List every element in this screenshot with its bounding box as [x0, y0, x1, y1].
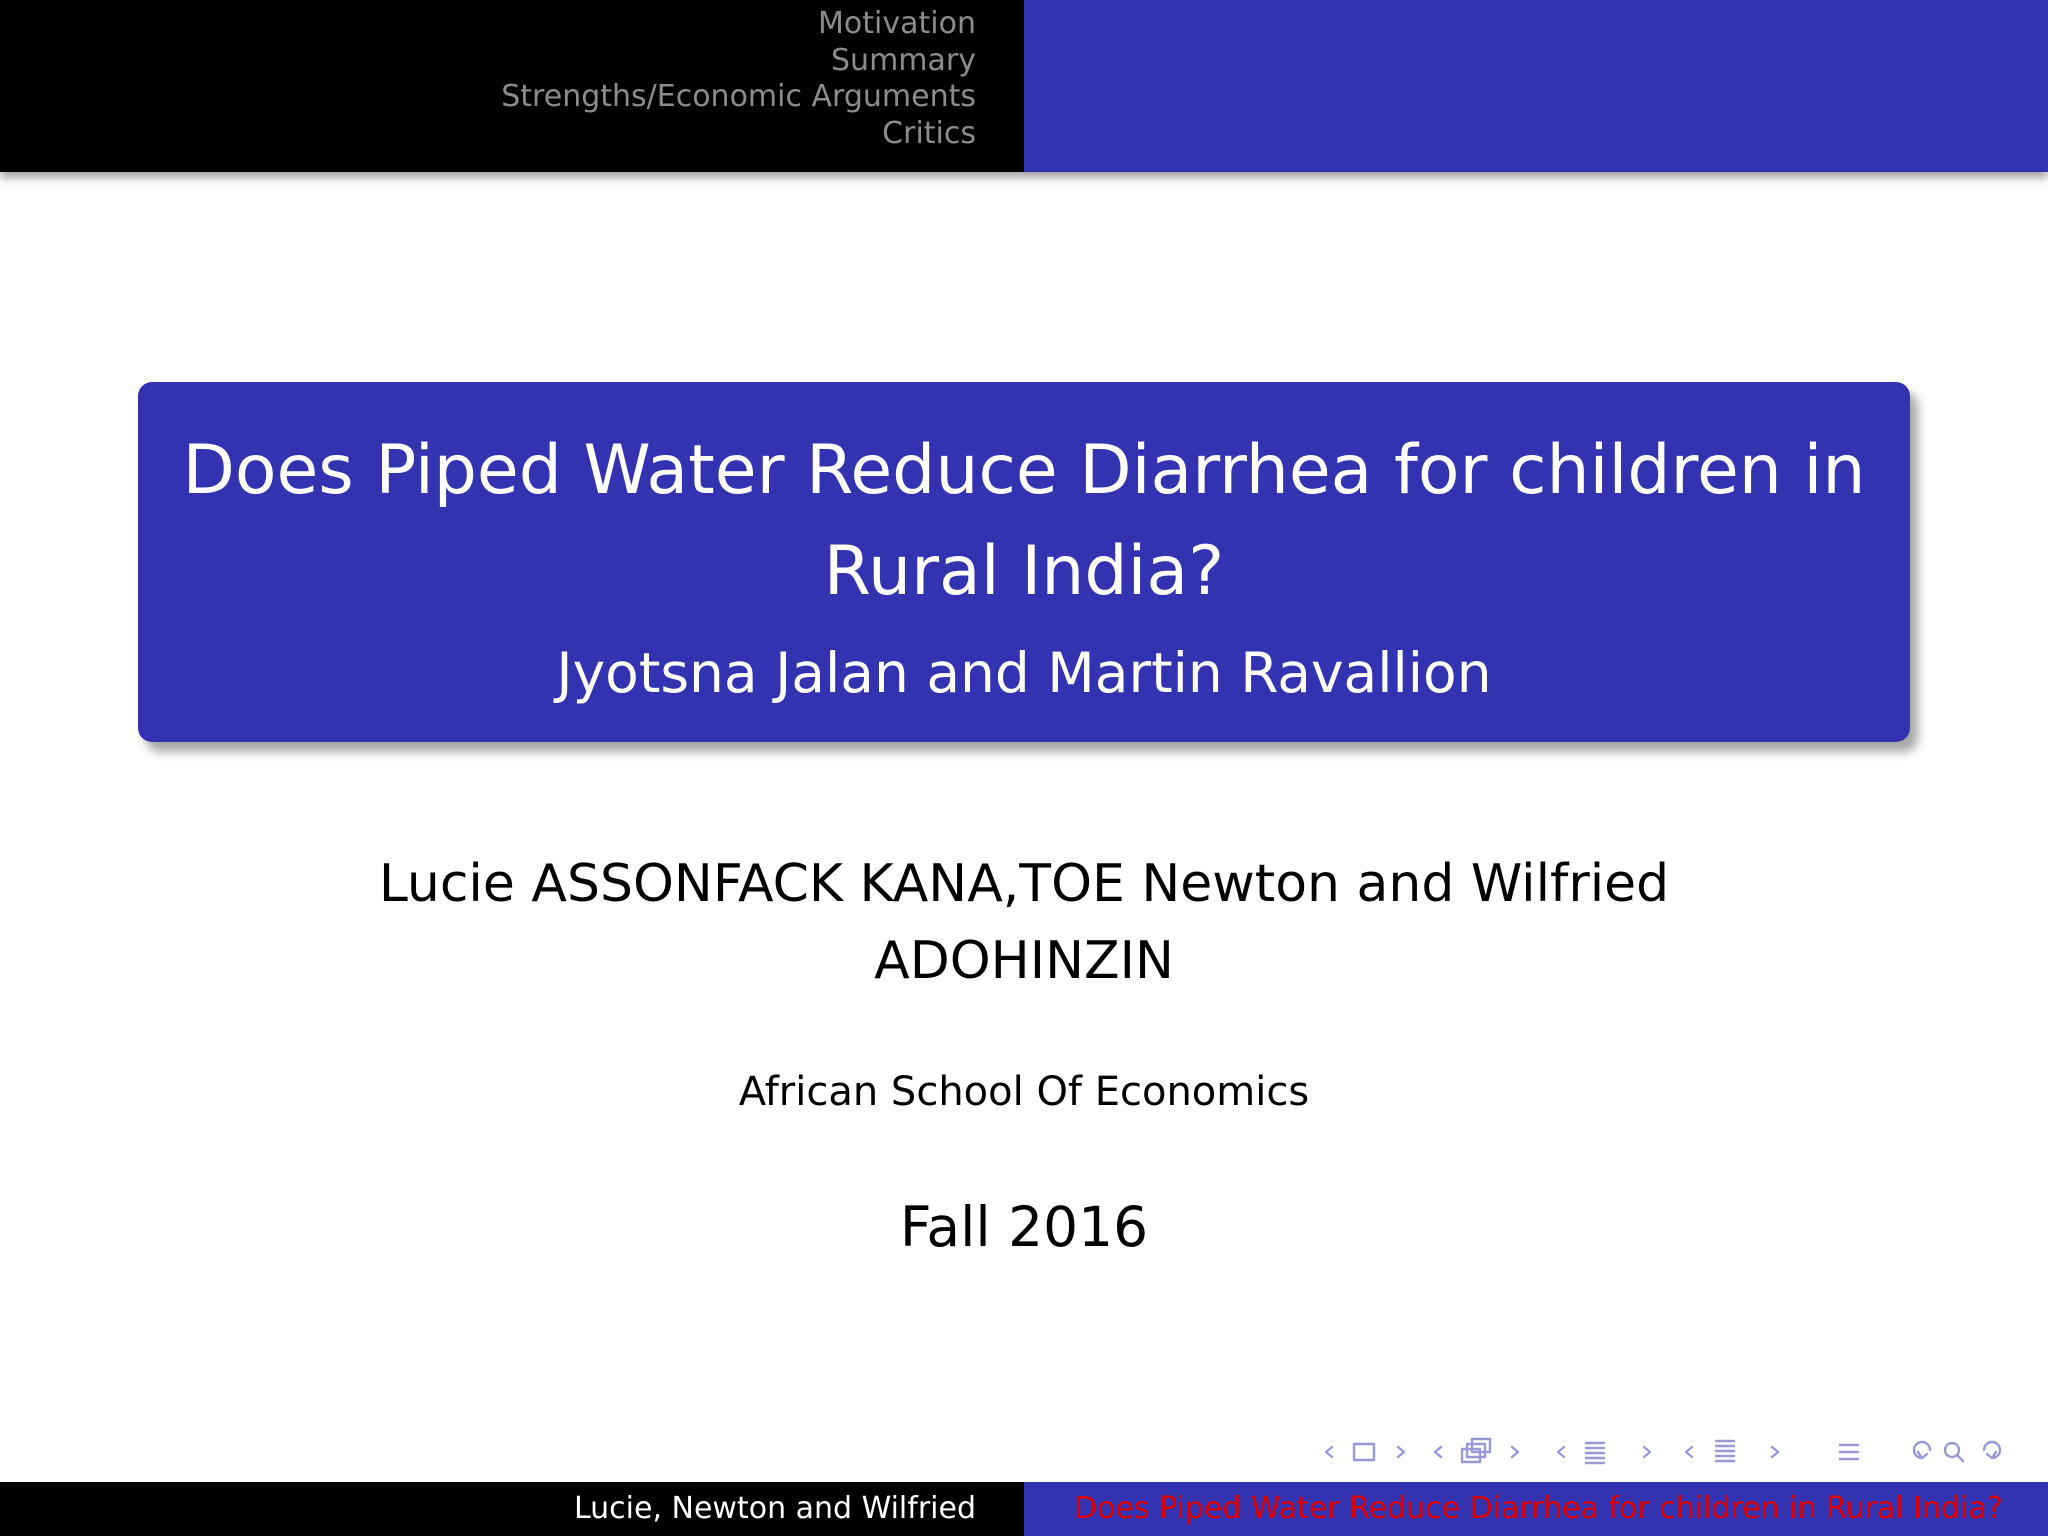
section-link-critics[interactable]: Critics: [882, 115, 976, 151]
presentation-date: Fall 2016: [899, 1195, 1149, 1259]
frame-nav-icon[interactable]: [1326, 1444, 1404, 1460]
search-back-forward-icon[interactable]: [1914, 1442, 2000, 1461]
subsection-navigation-panel: [1024, 0, 2048, 172]
presentation-subtitle: Jyotsna Jalan and Martin Ravallion: [556, 641, 1492, 705]
institute: African School Of Economics: [738, 1069, 1310, 1115]
appendix-nav-icon[interactable]: [1840, 1445, 1858, 1459]
section-link-motivation[interactable]: Motivation: [818, 6, 976, 41]
presentation-title: Does Piped Water Reduce Diarrhea for children in Rural India?: [182, 431, 1866, 611]
presentation-nav-icon[interactable]: [1686, 1441, 1778, 1461]
footer-title: Does Piped Water Reduce Diarrhea for children in Rural India?: [1024, 1482, 2048, 1536]
subsection-nav-icon[interactable]: [1435, 1439, 1518, 1462]
title-block: [138, 382, 1910, 742]
navigation-symbols: [1316, 1434, 2036, 1470]
section-nav-icon[interactable]: [1558, 1443, 1650, 1463]
navigation-symbols-svg: [1316, 1434, 2036, 1470]
section-list: [501, 6, 976, 152]
section-link-strengths[interactable]: Strengths/Economic Arguments: [501, 79, 976, 114]
footer-bar: [0, 1482, 2048, 1536]
top-navigation-bar: [0, 0, 2048, 172]
section-navigation-panel: [0, 0, 1024, 172]
footer-authors: Lucie, Newton and Wilfried: [0, 1482, 1024, 1536]
author-list: Lucie ASSONFACK KANA,TOE Newton and Wilfried ADOHINZIN: [378, 854, 1670, 991]
section-link-summary[interactable]: Summary: [831, 42, 976, 78]
